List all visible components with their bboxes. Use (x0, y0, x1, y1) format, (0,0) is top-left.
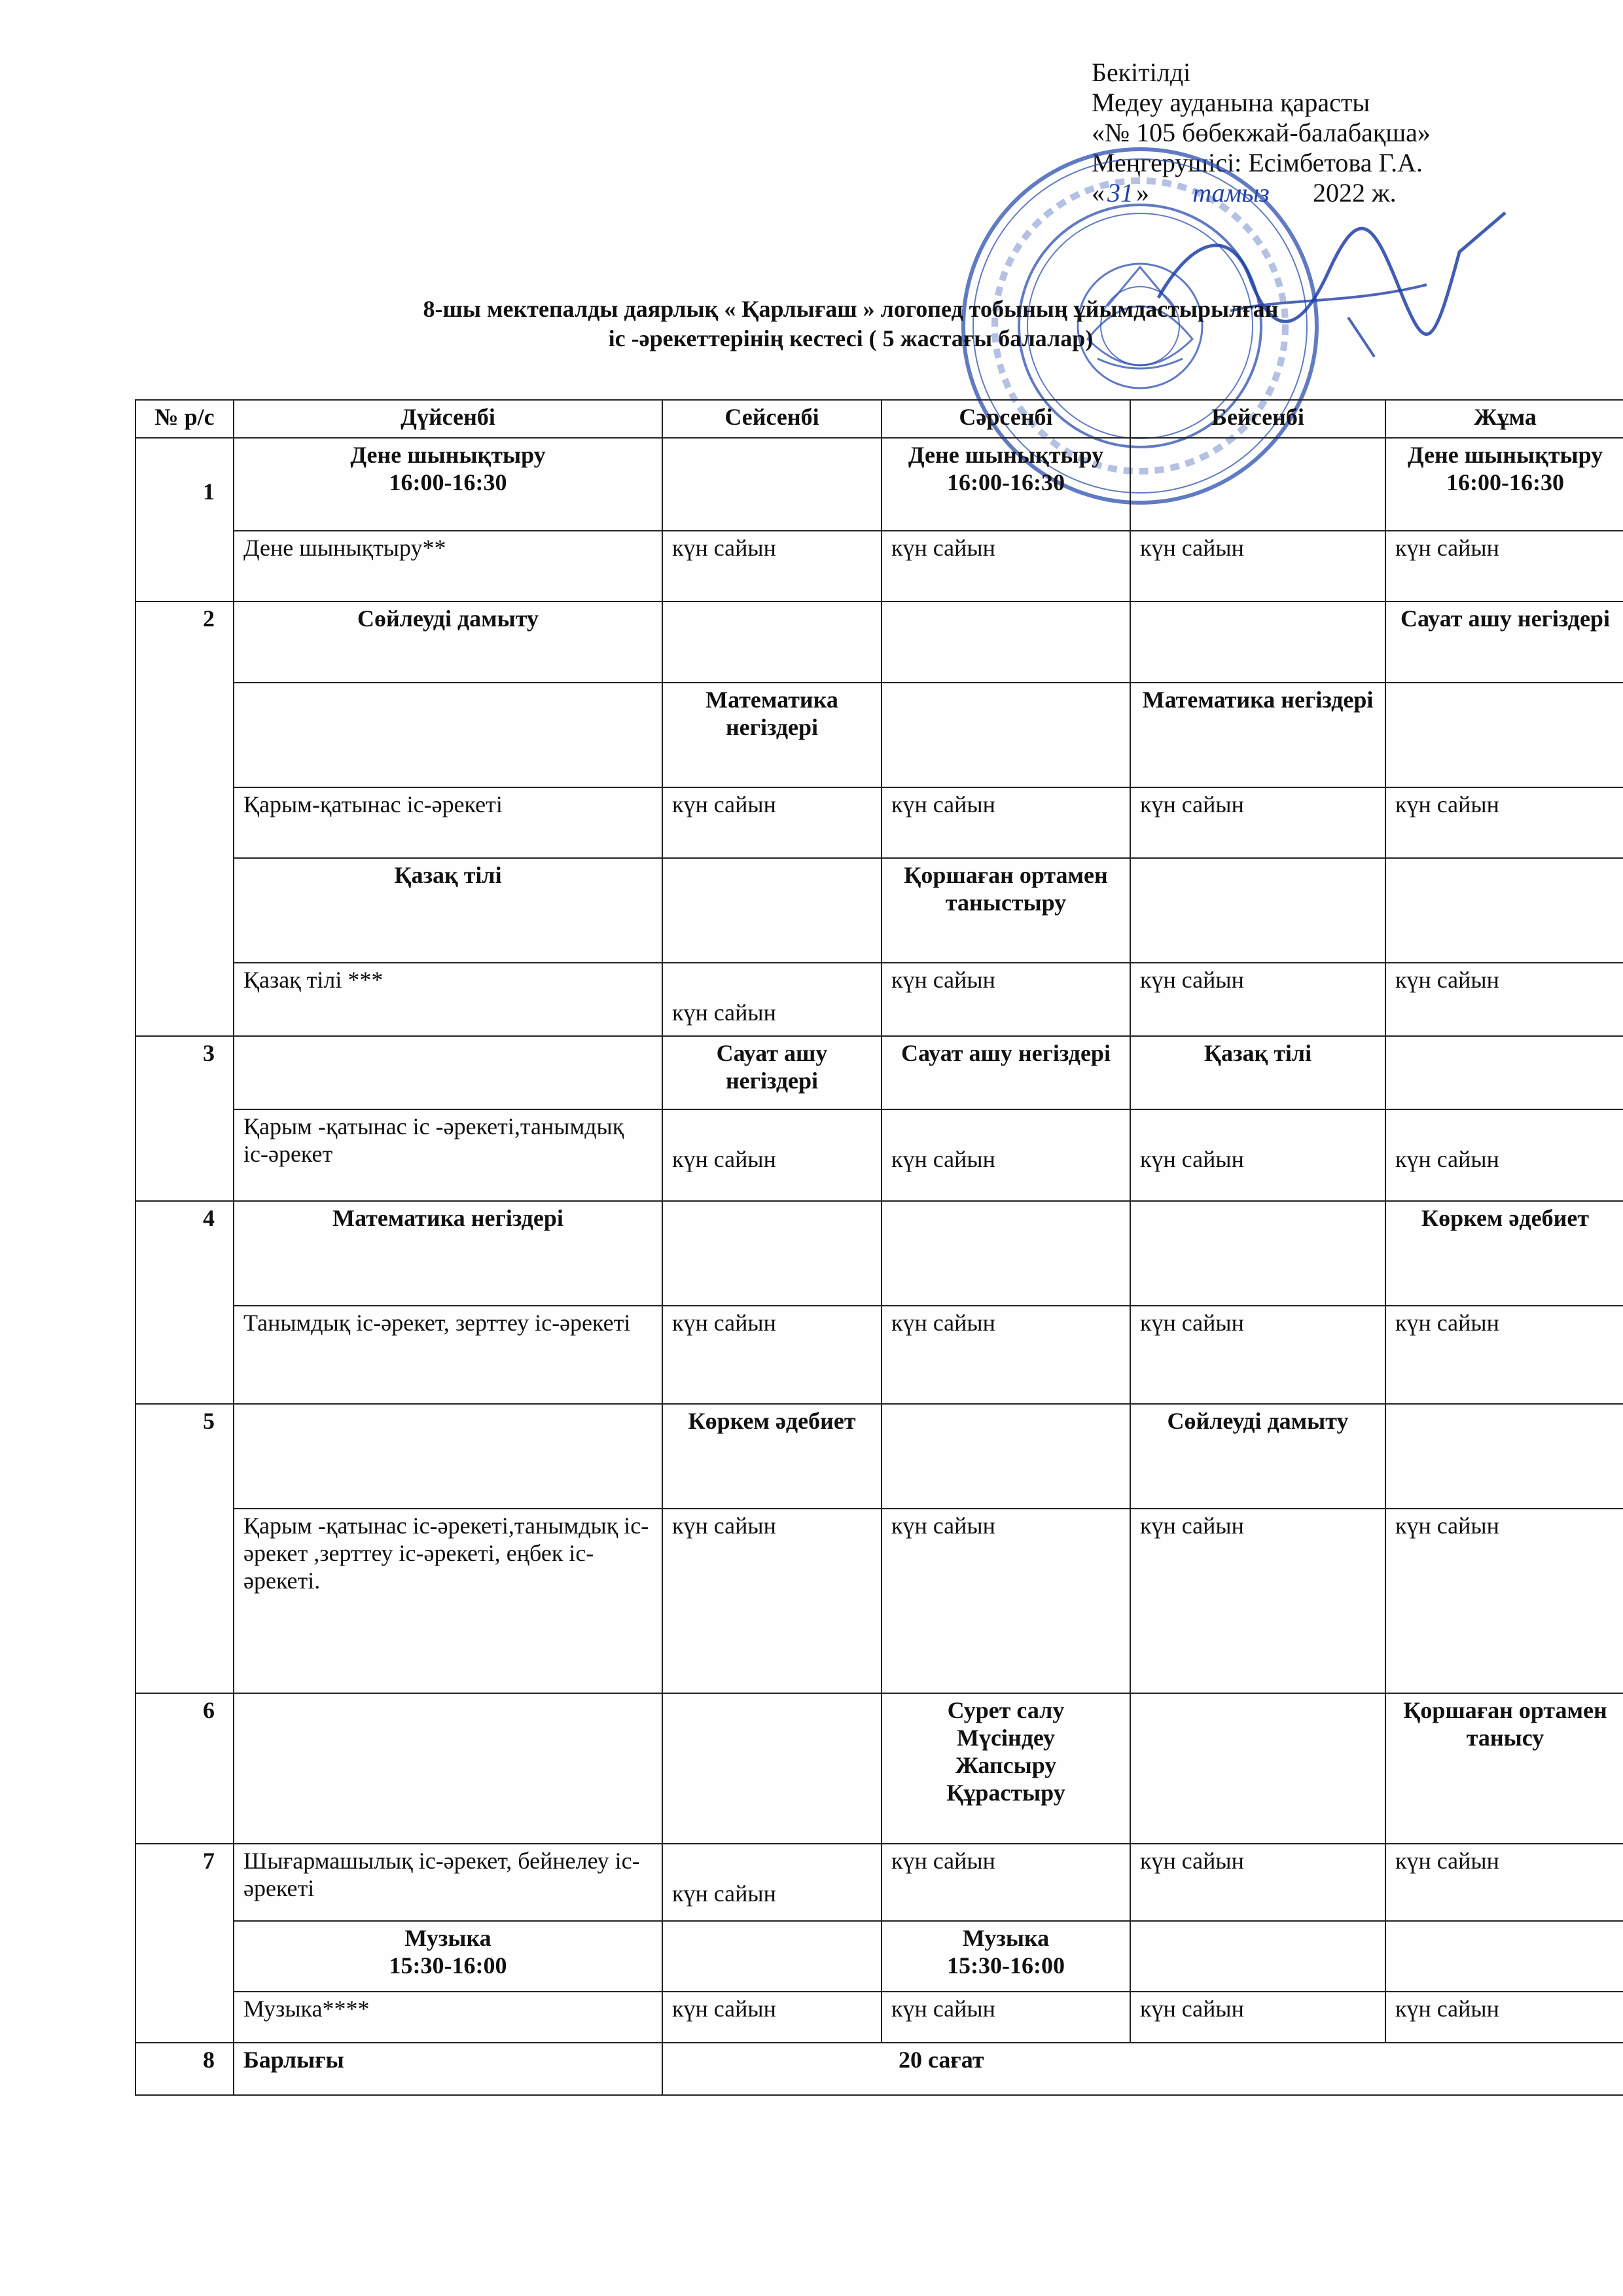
cell-wed (882, 1404, 1130, 1509)
date-day: 31 (1107, 178, 1133, 207)
cell-fri: Көркем әдебиет (1385, 1201, 1623, 1306)
cell-wed: Музыка 15:30-16:00 (882, 1921, 1130, 1992)
table-row (135, 1404, 1623, 1509)
cell-daily: күн сайын (1385, 1992, 1623, 2043)
cell-daily: күн сайын (662, 1992, 882, 2043)
cell-daily: күн сайын (882, 1509, 1130, 1693)
cell-daily: күн сайын (1385, 1844, 1623, 1921)
cell-thu (1130, 858, 1385, 963)
header-thursday: Бейсенбі (1130, 400, 1385, 438)
cell-daily: күн сайын (662, 787, 882, 858)
cell-wed: Сауат ашу негіздері (882, 1036, 1130, 1109)
table-row (135, 963, 1623, 1036)
row-number: 6 (135, 1693, 234, 1844)
row-number: 8 (135, 2043, 234, 2095)
cell-wed: Дене шынықтыру 16:00-16:30 (882, 438, 1130, 531)
cell-daily: күн сайын (882, 1844, 1130, 1921)
table-header-row (135, 400, 1623, 438)
cell-daily: күн сайын (1130, 963, 1385, 1036)
cell-daily: күн сайын (662, 1109, 882, 1201)
table-row (135, 683, 1623, 787)
cell-tue (662, 1921, 882, 1992)
cell-total-value: 20 сағат (662, 2043, 1623, 2095)
cell-mon (234, 1036, 662, 1109)
approval-district: Медеу ауданына қарасты (1092, 88, 1370, 117)
cell-fri (1385, 1036, 1623, 1109)
date-year: 2022 ж. (1313, 178, 1397, 207)
cell-fri: Сауат ашу негіздері (1385, 601, 1623, 683)
cell-daily: күн сайын (662, 1844, 882, 1921)
row-number: 2 (135, 601, 234, 1036)
cell-fri (1385, 683, 1623, 787)
cell-note: Қарым-қатынас іс-әрекеті (234, 787, 662, 858)
cell-mon (234, 1693, 662, 1844)
cell-daily: күн сайын (1130, 787, 1385, 858)
header-monday: Дүйсенбі (234, 400, 662, 438)
cell-wed (882, 1201, 1130, 1306)
document-title-line1: 8-шы мектепалды даярлық « Қарлығаш » логопед тобының ұйымдастырылған (423, 296, 1279, 322)
table-row (135, 601, 1623, 683)
cell-daily: күн сайын (882, 1992, 1130, 2043)
cell-daily: күн сайын (1385, 531, 1623, 601)
cell-daily: күн сайын (1130, 1109, 1385, 1201)
cell-thu: Қазақ тілі (1130, 1036, 1385, 1109)
cell-tue: Сауат ашу негіздері (662, 1036, 882, 1109)
cell-wed: Сурет салу Мүсіндеу Жапсыру Құрастыру (882, 1693, 1130, 1844)
cell-fri (1385, 1921, 1623, 1992)
header-number: № р/с (135, 400, 234, 438)
cell-mon: Математика негіздері (234, 1201, 662, 1306)
cell-daily: күн сайын (1130, 1509, 1385, 1693)
cell-thu (1130, 1201, 1385, 1306)
cell-mon: Музыка 15:30-16:00 (234, 1921, 662, 1992)
table-row (135, 438, 1623, 531)
cell-note: Қазақ тілі *** (234, 963, 662, 1036)
row-number: 5 (135, 1404, 234, 1693)
cell-daily: күн сайын (662, 1509, 882, 1693)
row-number-empty (135, 1921, 234, 1992)
cell-tue: Көркем әдебиет (662, 1404, 882, 1509)
header-friday: Жұма (1385, 400, 1623, 438)
cell-daily: күн сайын (662, 531, 882, 601)
cell-daily: күн сайын (882, 1109, 1130, 1201)
cell-note: Шығармашылық іс-әрекет, бейнелеу іс-әрекеті (234, 1844, 662, 1921)
row-number: 1 (135, 438, 234, 601)
cell-daily: күн сайын (882, 531, 1130, 601)
approval-title: Бекітілді (1092, 58, 1191, 87)
row-number-empty (135, 1992, 234, 2043)
table-row (135, 1992, 1623, 2043)
cell-mon: Қазақ тілі (234, 858, 662, 963)
approval-kindergarten: «№ 105 бөбекжай-балабақша» (1092, 118, 1431, 147)
cell-fri (1385, 858, 1623, 963)
cell-daily: күн сайын (882, 1306, 1130, 1404)
cell-daily: күн сайын (1385, 787, 1623, 858)
table-row (135, 1306, 1623, 1404)
table-row (135, 531, 1623, 601)
table-row (135, 1693, 1623, 1844)
cell-mon: Сөйлеуді дамыту (234, 601, 662, 683)
cell-note: Музыка**** (234, 1992, 662, 2043)
cell-note: Дене шынықтыру** (234, 531, 662, 601)
cell-note: Қарым -қатынас іс -әрекеті,танымдық іс-әрекет (234, 1109, 662, 1201)
cell-mon: Дене шынықтыру 16:00-16:30 (234, 438, 662, 531)
cell-thu (1130, 601, 1385, 683)
cell-wed (882, 601, 1130, 683)
cell-note: Танымдық іс-әрекет, зерттеу іс-әрекеті (234, 1306, 662, 1404)
table-row (135, 1921, 1623, 1992)
table-row (135, 1509, 1623, 1693)
approval-date: « 31 » тамыз 2022 ж. (1092, 178, 1397, 207)
cell-tue (662, 1693, 882, 1844)
cell-tue (662, 438, 882, 531)
cell-daily: күн сайын (1385, 1306, 1623, 1404)
cell-daily: күн сайын (1385, 1109, 1623, 1201)
schedule-table (135, 399, 1623, 2096)
cell-wed (882, 683, 1130, 787)
cell-tue (662, 1201, 882, 1306)
cell-daily: күн сайын (1130, 1992, 1385, 2043)
cell-daily: күн сайын (882, 787, 1130, 858)
cell-daily: күн сайын (1385, 963, 1623, 1036)
cell-thu: Сөйлеуді дамыту (1130, 1404, 1385, 1509)
cell-mon (234, 683, 662, 787)
cell-fri: Дене шынықтыру 16:00-16:30 (1385, 438, 1623, 531)
cell-daily: күн сайын (882, 963, 1130, 1036)
cell-thu (1130, 438, 1385, 531)
cell-tue (662, 858, 882, 963)
table-row (135, 787, 1623, 858)
cell-thu (1130, 1921, 1385, 1992)
date-month: тамыз (1192, 178, 1270, 207)
row-number: 4 (135, 1201, 234, 1404)
cell-mon (234, 1404, 662, 1509)
header-wednesday: Сәрсенбі (882, 400, 1130, 438)
table-row (135, 1109, 1623, 1201)
table-row (135, 1844, 1623, 1921)
header-tuesday: Сейсенбі (662, 400, 882, 438)
table-row (135, 2043, 1623, 2095)
table-row (135, 858, 1623, 963)
cell-tue (662, 601, 882, 683)
cell-thu: Математика негіздері (1130, 683, 1385, 787)
approval-head: Меңгерушісі: Есімбетова Г.А. (1092, 148, 1423, 177)
cell-daily: күн сайын (662, 963, 882, 1036)
cell-thu (1130, 1693, 1385, 1844)
table-row (135, 1036, 1623, 1109)
cell-wed: Қоршаған ортамен таныстыру (882, 858, 1130, 963)
cell-tue: Математика негіздері (662, 683, 882, 787)
cell-daily: күн сайын (1130, 1844, 1385, 1921)
row-number: 7 (135, 1844, 234, 1921)
row-number: 3 (135, 1036, 234, 1201)
cell-daily: күн сайын (1385, 1509, 1623, 1693)
cell-daily: күн сайын (1130, 1306, 1385, 1404)
cell-fri (1385, 1404, 1623, 1509)
cell-total-label: Барлығы (234, 2043, 662, 2095)
cell-note: Қарым -қатынас іс-әрекеті,танымдық іс-әрекет ,зерттеу іс-әрекеті, еңбек іс-әрекеті. (234, 1509, 662, 1693)
table-row (135, 1201, 1623, 1306)
cell-daily: күн сайын (662, 1306, 882, 1404)
document-title-line2: іс -әрекеттерінің кестесі ( 5 жастағы балалар) (608, 325, 1094, 351)
cell-daily: күн сайын (1130, 531, 1385, 601)
cell-fri: Қоршаған ортамен танысу (1385, 1693, 1623, 1844)
